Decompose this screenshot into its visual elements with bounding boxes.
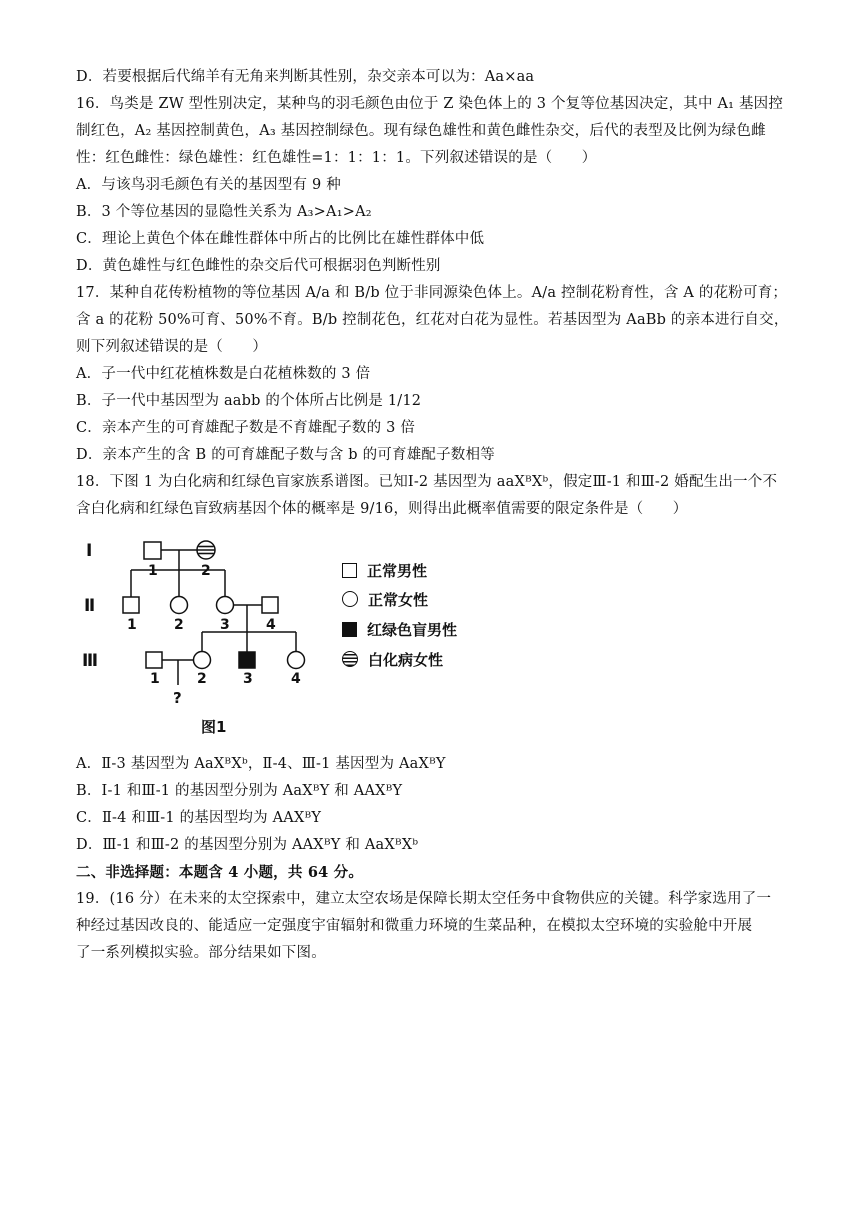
gen2-id-1: 1 [127,617,137,633]
unknown-offspring: ? [173,689,182,707]
gen3-id-4: 4 [291,671,301,687]
gen3-id-3: 3 [243,671,253,687]
q17-stem-line3: 则下列叙述错误的是（ ） [76,339,268,355]
legend-colorblind-male: 红绿色盲男性 [342,618,457,640]
gen2-id-2: 2 [174,617,184,633]
q16-stem-line2: 制红色，A₂ 基因控制黄色，A₃ 基因控制绿色。现有绿色雄性和黄色雌性杂交，后代的表型及比例为绿色雌 [76,123,766,139]
gen3-female-2 [194,652,211,669]
gen1-id-1: 1 [148,563,158,579]
q17-option-a: A．子一代中红花植株数是白花植株数的 3 倍 [76,366,371,382]
albino-female-symbol [342,651,358,667]
gen2-id-3: 3 [220,617,230,633]
gen2-female-3 [217,597,234,614]
gen2-id-4: 4 [266,617,276,633]
pedigree-chart [76,530,336,745]
normal-female-symbol [342,591,358,607]
colorblind-male-symbol [342,622,357,637]
gen1-male-1 [144,542,161,559]
normal-male-symbol [342,563,357,578]
gen-label-1: Ⅰ [86,541,93,561]
q15-option-d: D．若要根据后代绵羊有无角来判断其性别，杂交亲本可以为：Aa×aa [76,69,535,85]
gen3-male-1 [146,652,162,668]
gen2-male-4 [262,597,278,613]
gen-label-3: Ⅲ [82,651,99,671]
q17-stem-line2: 含 a 的花粉 50%可育、50%不育。B/b 控制花色，红花对白花为显性。若基因型为 AaBb 的亲本进行自交， [76,312,789,328]
q19-stem-line1: 19．(16 分）在未来的太空探索中，建立太空农场是保障长期太空任务中食物供应的关键。科学家选用了一 [76,891,772,907]
gen3-female-4 [288,652,305,669]
gen1-albino-female-2 [197,541,215,559]
legend-normal-female: 正常女性 [342,588,428,610]
gen2-female-2 [171,597,188,614]
q19-stem-line2: 种经过基因改良的、能适应一定强度宇宙辐射和微重力环境的生菜品种，在模拟太空环境的实验舱中开展 [76,918,753,934]
gen2-male-1 [123,597,139,613]
q17-stem-line1: 17．某种自花传粉植物的等位基因 A/a 和 B/b 位于非同源染色体上。A/a 控制花粉育性，含 A 的花粉可育； [76,285,788,301]
q18-option-d: D．Ⅲ-1 和Ⅲ-2 的基因型分别为 AAXᴮY 和 AaXᴮXᵇ [76,837,419,853]
q18-stem-line2: 含白化病和红绿色盲致病基因个体的概率是 9/16，则得出此概率值需要的限定条件是（ ） [76,501,688,517]
q16-stem-line3: 性：红色雌性：绿色雄性：红色雄性=1：1：1：1。下列叙述错误的是（ ） [76,150,597,166]
q17-option-c: C．亲本产生的可育雄配子数是不育雄配子数的 3 倍 [76,420,416,436]
q18-option-c: C．Ⅱ-4 和Ⅲ-1 的基因型均为 AAXᴮY [76,810,322,826]
q18-option-a: A．Ⅱ-3 基因型为 AaXᴮXᵇ，Ⅱ-4、Ⅲ-1 基因型为 AaXᴮY [76,756,446,772]
section-heading: 二、非选择题：本题含 4 小题，共 64 分。 [76,864,364,881]
q16-stem-line1: 16．鸟类是 ZW 型性别决定，某种鸟的羽毛颜色由位于 Z 染色体上的 3 个复等位基因决定，其中 A₁ 基因控 [76,96,784,112]
q16-option-b: B．3 个等位基因的显隐性关系为 A₃>A₁>A₂ [76,204,372,220]
legend-albino-female: 白化病女性 [342,648,443,670]
q19-stem-line3: 了一系列模拟实验。部分结果如下图。 [76,945,326,961]
q16-option-a: A．与该鸟羽毛颜色有关的基因型有 9 种 [76,177,341,193]
q18-option-b: B．Ⅰ-1 和Ⅲ-1 的基因型分别为 AaXᴮY 和 AAXᴮY [76,783,403,799]
legend-normal-male: 正常男性 [342,559,427,581]
q17-option-b: B．子一代中基因型为 aabb 的个体所占比例是 1/12 [76,393,422,409]
gen3-id-2: 2 [197,671,207,687]
gen3-id-1: 1 [150,671,160,687]
q16-option-c: C．理论上黄色个体在雌性群体中所占的比例比在雄性群体中低 [76,231,485,247]
q16-option-d: D．黄色雄性与红色雌性的杂交后代可根据羽色判断性别 [76,258,441,274]
figure-caption: 图1 [201,718,227,736]
gen-label-2: Ⅱ [84,596,96,616]
gen1-id-2: 2 [201,563,211,579]
gen3-colorblind-male-3 [239,652,255,668]
q17-option-d: D．亲本产生的含 B 的可育雄配子数与含 b 的可育雄配子数相等 [76,447,495,463]
q18-stem-line1: 18．下图 1 为白化病和红绿色盲家族系谱图。已知Ⅰ-2 基因型为 aaXᴮXᵇ，假定Ⅲ-1 和Ⅲ-2 婚配生出一个不 [76,474,778,490]
